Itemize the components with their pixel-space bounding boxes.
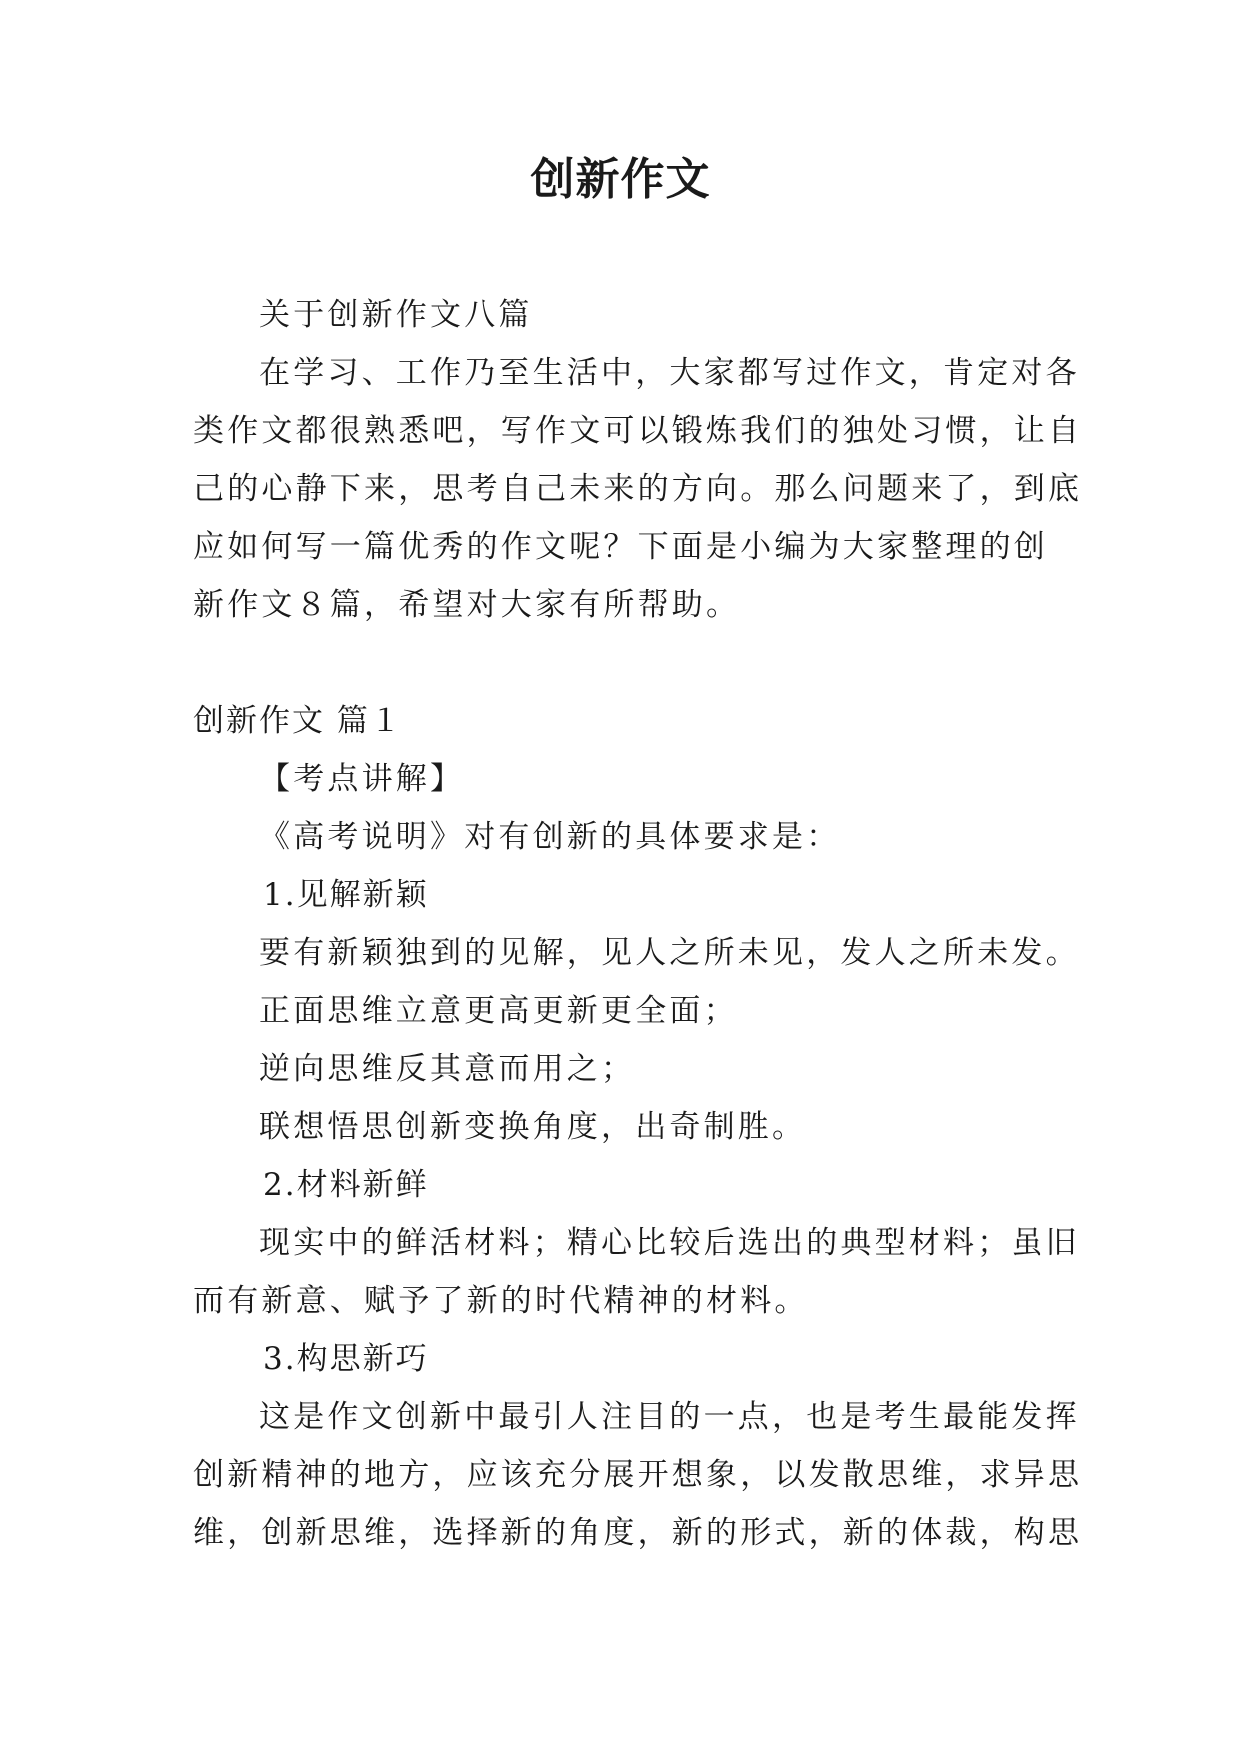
intro-paragraph-line: 类作文都很熟悉吧，写作文可以锻炼我们的独处习惯，让自 (193, 413, 1083, 449)
intro-paragraph-line: 在学习、工作乃至生活中，大家都写过作文，肯定对各 (259, 355, 1080, 391)
intro-paragraph-line: 己的心静下来，思考自己未来的方向。那么问题来了，到底 (193, 471, 1083, 507)
body-line: 正面思维立意更高更新更全面； (259, 993, 738, 1029)
intro-paragraph-line: 应如何写一篇优秀的作文呢？下面是小编为大家整理的创 (193, 529, 1048, 565)
numbered-point: 3.构思新巧 (263, 1341, 429, 1377)
intro-heading: 关于创新作文八篇 (259, 297, 533, 333)
section-heading: 创新作文 篇１ (193, 703, 403, 739)
intro-paragraph-line: 新作文８篇，希望对大家有所帮助。 (193, 587, 741, 623)
body-line: 维，创新思维，选择新的角度，新的形式，新的体裁，构思 (193, 1515, 1083, 1551)
body-line: 这是作文创新中最引人注目的一点，也是考生最能发挥 (259, 1399, 1080, 1435)
body-line: 而有新意、赋予了新的时代精神的材料。 (193, 1283, 809, 1319)
body-line: 创新精神的地方，应该充分展开想象，以发散思维，求异思 (193, 1457, 1083, 1493)
body-line: 现实中的鲜活材料；精心比较后选出的典型材料；虽旧 (259, 1225, 1080, 1261)
numbered-point: 1.见解新颖 (263, 877, 429, 913)
body-line: 联想悟思创新变换角度，出奇制胜。 (259, 1109, 807, 1145)
subsection-heading: 【考点讲解】 (259, 761, 465, 797)
body-line: 要有新颖独到的见解，见人之所未见，发人之所未发。 (259, 935, 1080, 971)
numbered-point: 2.材料新鲜 (263, 1167, 429, 1203)
body-line: 《高考说明》对有创新的具体要求是： (259, 819, 841, 855)
body-line: 逆向思维反其意而用之； (259, 1051, 636, 1087)
document-body (193, 286, 1083, 1562)
spacer (193, 634, 1058, 692)
document-title: 创新作文 (530, 154, 711, 205)
